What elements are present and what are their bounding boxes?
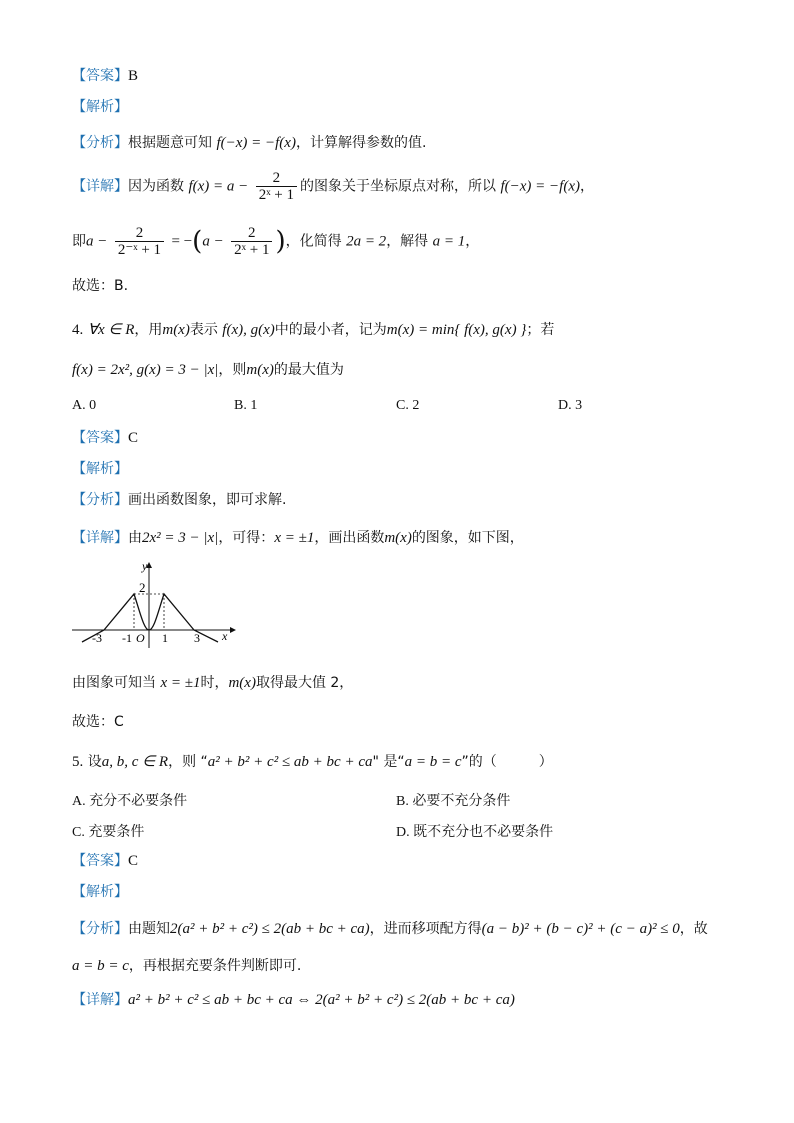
q4-s1e: f(x), g(x) bbox=[222, 322, 275, 338]
q3-fenxi-math: f(−x) = −f(x) bbox=[216, 135, 296, 151]
q5-detail-math: a² + b² + c² ≤ ab + bc + ca ⇔ 2(a² + b² + c²) ≤ 2(ab + bc + ca) bbox=[128, 992, 515, 1008]
frac-den: 2⁻ˣ + 1 bbox=[117, 242, 162, 258]
q5-sc: ，则 “ bbox=[168, 754, 208, 770]
q4-c-pre: 由图象可知当 bbox=[72, 675, 156, 691]
x-label: x bbox=[222, 629, 228, 643]
q4-fenxi-line bbox=[72, 490, 286, 510]
q4-s1b: ，用 bbox=[134, 322, 163, 338]
q4-s2d: 的最大值为 bbox=[273, 362, 344, 378]
q3-l2-post2: ，解得 bbox=[386, 233, 429, 250]
fenxi-tag: 【分析】 bbox=[72, 492, 128, 508]
q3-fraction bbox=[256, 170, 297, 203]
q5-se: " 是“ bbox=[372, 754, 405, 770]
q3-detail-math2: f(−x) = −f(x) bbox=[500, 178, 580, 195]
q3-detail-end: ， bbox=[579, 178, 594, 195]
q4-s2a: f(x) = 2x², g(x) = 3 − |x| bbox=[72, 362, 219, 378]
q4-c-m: m(x) bbox=[228, 675, 256, 691]
answer-tag: 【答案】 bbox=[72, 430, 128, 446]
q5-number: 5. bbox=[72, 754, 84, 770]
q4-d-sol: x = ±1 bbox=[274, 530, 315, 546]
answer-tag: 【答案】 bbox=[72, 853, 128, 869]
q5-detail-line bbox=[72, 990, 515, 1010]
q3-l2-eq1: 2a = 2 bbox=[346, 233, 387, 250]
q5-sa: 设 bbox=[87, 754, 102, 770]
q3-l2-pre: 即 bbox=[72, 233, 86, 250]
q3-l2-eq2: a = 1 bbox=[432, 233, 466, 250]
analysis-tag: 【解析】 bbox=[72, 461, 128, 477]
q3-detail-line2: 即a − $\frac{2}{\text{2⁻ˣ + 1}}$ = −(a − $\frac{2}{\text{2ˣ + 1}}$ )，化简得 2a = 2，解得 a = 1， bbox=[72, 225, 480, 258]
q4-choose-line bbox=[72, 712, 124, 732]
q4-d-end: 的图象，如下图， bbox=[411, 530, 524, 546]
q4-number: 4. bbox=[72, 322, 84, 338]
q3-fenxi-post: ，计算解得参数的值. bbox=[295, 135, 427, 151]
q4-d-mid: ，可得： bbox=[218, 530, 275, 546]
q3-l2-post: ，化简得 bbox=[285, 233, 342, 250]
q3-l2-fraction2 bbox=[231, 225, 272, 258]
frac-den: 2ˣ + 1 bbox=[258, 187, 295, 203]
q5-f-pre: 由题知 bbox=[128, 921, 170, 937]
q5-sd: a² + b² + c² ≤ ab + bc + ca bbox=[207, 754, 373, 770]
q4-s1g: m(x) = min{ f(x), g(x) } bbox=[386, 322, 527, 338]
q5-f-m2: (a − b)² + (b − c)² + (c − a)² ≤ 0 bbox=[481, 921, 680, 937]
fenxi-tag: 【分析】 bbox=[72, 921, 128, 937]
q3-l2-end: ， bbox=[465, 233, 480, 250]
q4-option-d: D. 3 bbox=[558, 398, 583, 413]
q4-c-x: x = ±1 bbox=[160, 675, 201, 691]
q3-answer-line bbox=[72, 66, 138, 86]
frac-num: 2 bbox=[115, 225, 164, 242]
q5-stem-line bbox=[72, 752, 553, 772]
q5-analysis-line bbox=[72, 882, 128, 902]
q4-stem-line1 bbox=[72, 320, 554, 340]
q4-s2c: m(x) bbox=[246, 362, 274, 378]
q4-choose: 故选：C bbox=[72, 714, 124, 730]
frac-den: 2ˣ + 1 bbox=[234, 242, 270, 258]
y-label: y bbox=[142, 560, 148, 573]
q4-s1a: ∀x ∈ R bbox=[87, 322, 135, 338]
q5-fenxi-line2 bbox=[72, 956, 301, 976]
q4-s1h: ；若 bbox=[526, 322, 555, 338]
detail-tag: 【详解】 bbox=[72, 178, 128, 195]
q4-s1c: m(x) bbox=[162, 322, 190, 338]
analysis-tag: 【解析】 bbox=[72, 884, 128, 900]
q5-answer: C bbox=[128, 853, 139, 869]
q3-choose-line bbox=[72, 276, 128, 296]
q3-detail-line bbox=[72, 170, 594, 203]
q5-f-m1: 2(a² + b² + c²) ≤ 2(ab + bc + ca) bbox=[170, 921, 370, 937]
q3-detail-fx: f(x) = a − bbox=[188, 178, 249, 195]
q5-option-c: C. 充要条件 bbox=[72, 825, 145, 840]
q4-option-b: B. 1 bbox=[234, 398, 258, 413]
q4-detail-line bbox=[72, 528, 524, 548]
q5-option-a: A. 充分不必要条件 bbox=[72, 794, 188, 809]
q5-sg: ”的（ ） bbox=[461, 754, 553, 770]
q4-d-mid2: ，画出函数 bbox=[314, 530, 385, 546]
q5-f-end: ，故 bbox=[679, 921, 708, 937]
q4-d-pre: 由 bbox=[128, 530, 142, 546]
tick-y-2: 2 bbox=[139, 580, 146, 595]
q5-f-l2-m: a = b = c bbox=[72, 958, 129, 974]
q4-analysis-line bbox=[72, 459, 128, 479]
q3-detail-mid: 的图象关于坐标原点对称，所以 bbox=[300, 178, 497, 195]
answer-tag: 【答案】 bbox=[72, 68, 128, 84]
q3-answer: B bbox=[128, 68, 139, 84]
q3-l2-a: a − bbox=[86, 233, 108, 250]
detail-tag: 【详解】 bbox=[72, 530, 128, 546]
q3-choose: 故选：B. bbox=[72, 278, 129, 294]
q4-fenxi: 画出函数图象，即可求解. bbox=[128, 492, 287, 508]
q5-f-mid: ，进而移项配方得 bbox=[369, 921, 482, 937]
q3-detail-pre: 因为函数 bbox=[128, 178, 184, 195]
q4-s2b: ，则 bbox=[218, 362, 247, 378]
q5-f-l2-end: ，再根据充要条件判断即可. bbox=[128, 958, 302, 974]
frac-num: 2 bbox=[256, 170, 297, 187]
q3-l2-eq: = − bbox=[171, 233, 193, 250]
q3-l2-fraction1 bbox=[115, 225, 164, 258]
q3-l2-a2: a − bbox=[202, 233, 224, 250]
tick-origin: O bbox=[136, 631, 145, 645]
tick-1: 1 bbox=[162, 631, 168, 645]
fenxi-tag: 【分析】 bbox=[72, 135, 128, 151]
q4-answer-line bbox=[72, 428, 138, 448]
q5-sf: a = b = c bbox=[404, 754, 462, 770]
q4-answer: C bbox=[128, 430, 139, 446]
q4-option-c: C. 2 bbox=[396, 398, 420, 413]
q4-conclusion-line bbox=[72, 673, 353, 693]
q4-s1f: 中的最小者，记为 bbox=[274, 322, 387, 338]
q4-d-m: m(x) bbox=[384, 530, 412, 546]
q4-option-a: A. 0 bbox=[72, 398, 97, 413]
q5-option-b: B. 必要不充分条件 bbox=[396, 794, 511, 809]
q3-analysis-line bbox=[72, 97, 128, 117]
q4-stem-line2 bbox=[72, 360, 344, 380]
q3-fenxi-line bbox=[72, 133, 426, 153]
tick-neg1: -1 bbox=[122, 631, 132, 645]
tick-3: 3 bbox=[194, 631, 200, 645]
q5-option-d: D. 既不充分也不必要条件 bbox=[396, 825, 554, 840]
tick-neg3: -3 bbox=[92, 631, 102, 645]
q5-fenxi-line bbox=[72, 919, 708, 939]
q4-c-end: 取得最大值 2， bbox=[255, 675, 354, 691]
frac-num: 2 bbox=[231, 225, 272, 242]
q4-s1d: 表示 bbox=[189, 322, 218, 338]
detail-tag: 【详解】 bbox=[72, 992, 128, 1008]
q4-c-mid: 时， bbox=[200, 675, 229, 691]
analysis-tag: 【解析】 bbox=[72, 99, 128, 115]
q3-fenxi-text: 根据题意可知 bbox=[128, 135, 212, 151]
x-axis-arrow bbox=[230, 627, 236, 633]
q4-d-eq: 2x² = 3 − |x| bbox=[142, 530, 219, 546]
q5-answer-line bbox=[72, 851, 138, 871]
function-graph bbox=[72, 560, 242, 650]
q5-sb: a, b, c ∈ R bbox=[101, 754, 169, 770]
